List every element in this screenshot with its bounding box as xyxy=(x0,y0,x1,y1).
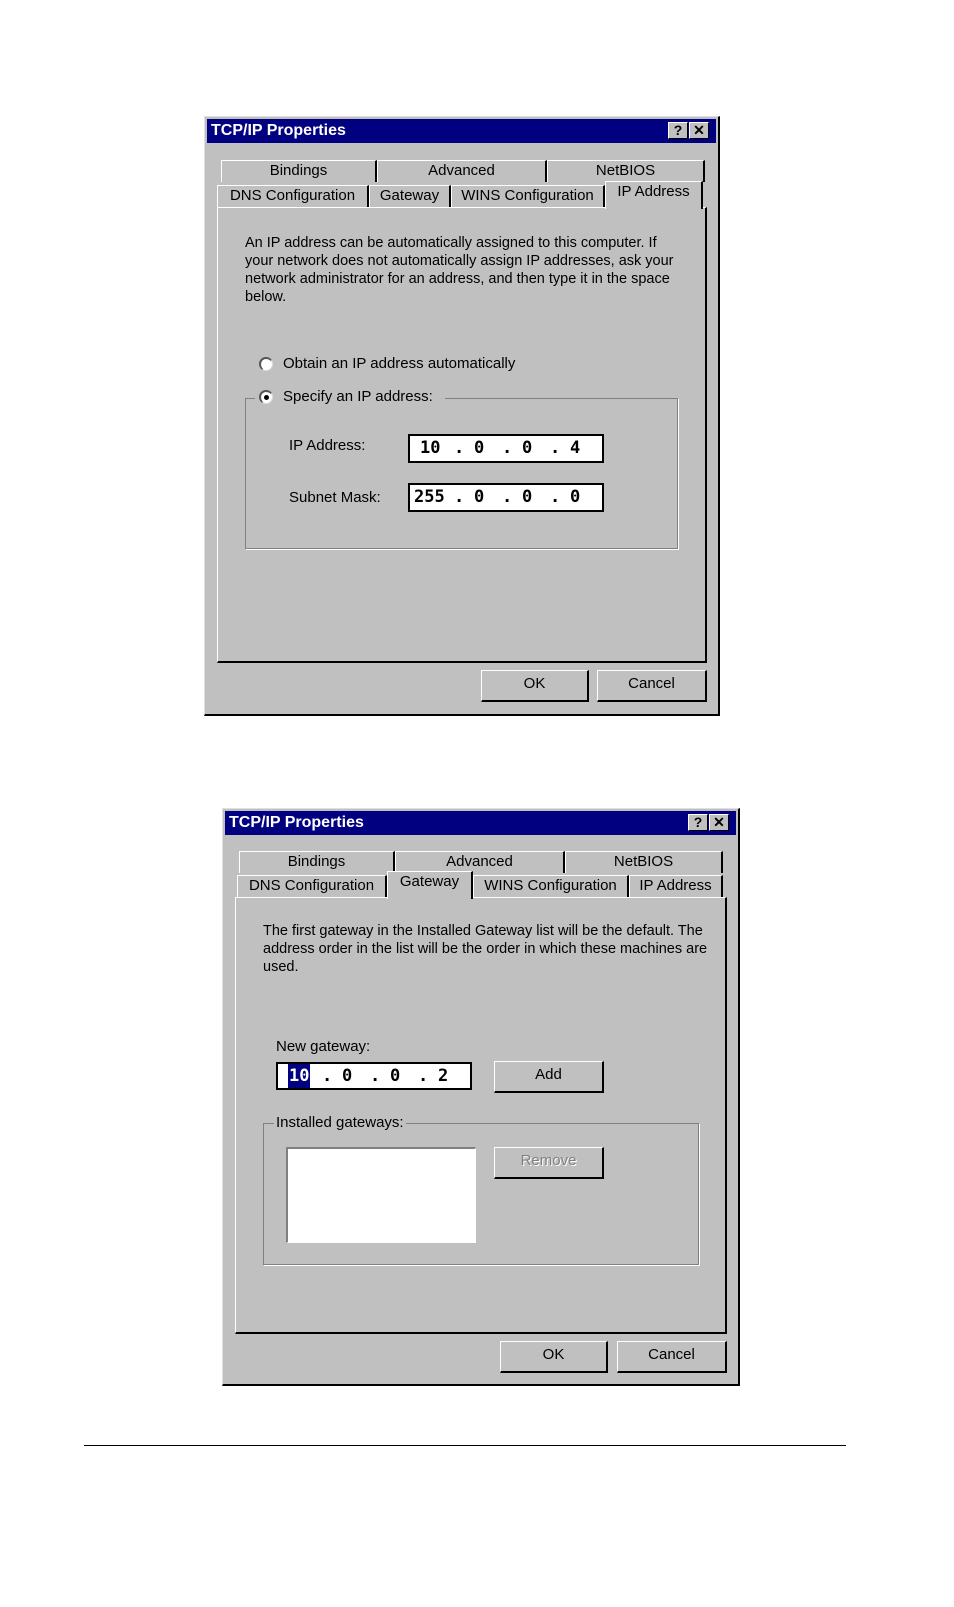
page-footer-rule xyxy=(84,1445,846,1446)
cancel-button[interactable]: Cancel xyxy=(597,670,707,702)
tab-gateway[interactable]: Gateway xyxy=(369,185,451,207)
ip-octet-3: 0 xyxy=(522,438,533,458)
cancel-button[interactable]: Cancel xyxy=(617,1341,727,1373)
gateway-octet-1: 10 xyxy=(289,1066,310,1086)
remove-button[interactable]: Remove xyxy=(494,1147,604,1179)
ip-octet-4: 4 xyxy=(570,438,581,458)
titlebar[interactable] xyxy=(225,811,736,835)
tab-wins-configuration[interactable]: WINS Configuration xyxy=(473,875,629,897)
tab-netbios[interactable]: NetBIOS xyxy=(547,160,705,182)
tab-gateway[interactable]: Gateway xyxy=(387,871,473,899)
gateway-octet-4: 2 xyxy=(438,1066,449,1086)
close-icon[interactable]: ✕ xyxy=(709,814,729,831)
radio-specify-ip-label[interactable]: Specify an IP address: xyxy=(283,388,433,405)
ip-address-label: IP Address: xyxy=(289,437,366,454)
ok-button[interactable]: OK xyxy=(500,1341,608,1373)
radio-obtain-automatically[interactable] xyxy=(259,357,273,371)
help-button[interactable]: ? xyxy=(688,814,708,831)
tab-advanced[interactable]: Advanced xyxy=(377,160,547,182)
tab-bindings[interactable]: Bindings xyxy=(221,160,377,182)
mask-octet-2: 0 xyxy=(474,487,485,507)
tcpip-dialog-gateway xyxy=(222,808,740,1386)
ip-octet-2: 0 xyxy=(474,438,485,458)
tab-wins-configuration[interactable]: WINS Configuration xyxy=(451,185,605,207)
radio-specify-ip[interactable] xyxy=(259,390,273,404)
installed-gateways-list[interactable] xyxy=(286,1147,476,1243)
new-gateway-label: New gateway: xyxy=(276,1038,371,1055)
specify-ip-group xyxy=(245,398,678,549)
gateway-octet-3: 0 xyxy=(390,1066,401,1086)
add-button[interactable]: Add xyxy=(494,1061,604,1093)
description-text: The first gateway in the Installed Gateway list will be the default. The address order in the list will be the order in which these machines are used. xyxy=(263,923,708,975)
tab-bindings[interactable]: Bindings xyxy=(239,851,395,873)
tab-dns-configuration[interactable]: DNS Configuration xyxy=(217,185,369,207)
tab-ip-address[interactable]: IP Address xyxy=(629,875,723,897)
subnet-mask-label: Subnet Mask: xyxy=(289,489,381,506)
titlebar[interactable] xyxy=(207,119,716,143)
radio-obtain-automatically-label[interactable]: Obtain an IP address automatically xyxy=(283,355,516,372)
help-button[interactable]: ? xyxy=(668,122,688,139)
ip-address-field[interactable]: 10 . 0 . 0 . 4 xyxy=(408,434,604,463)
tab-advanced[interactable]: Advanced xyxy=(395,851,565,873)
description-text: An IP address can be automatically assigned to this computer. If your network does not automatically assign IP addresses, ask your network administrator for an address, and then type it in the space below. xyxy=(245,235,674,305)
new-gateway-field[interactable]: 10 . 0 . 0 . 2 xyxy=(276,1062,472,1090)
mask-octet-3: 0 xyxy=(522,487,533,507)
subnet-mask-field[interactable]: 255 . 0 . 0 . 0 xyxy=(408,483,604,512)
ip-octet-1: 10 xyxy=(420,438,441,458)
dialog-title: TCP/IP Properties xyxy=(211,122,346,139)
tcpip-dialog-ip-address xyxy=(204,116,720,716)
mask-octet-1: 255 xyxy=(414,487,445,507)
ok-button[interactable]: OK xyxy=(481,670,589,702)
installed-gateways-legend: Installed gateways: xyxy=(276,1114,404,1131)
tab-netbios[interactable]: NetBIOS xyxy=(565,851,723,873)
gateway-octet-2: 0 xyxy=(342,1066,353,1086)
dialog-title: TCP/IP Properties xyxy=(229,814,364,831)
tab-dns-configuration[interactable]: DNS Configuration xyxy=(237,875,387,897)
close-icon[interactable]: ✕ xyxy=(689,122,709,139)
radio-selected-dot xyxy=(264,395,269,400)
mask-octet-4: 0 xyxy=(570,487,581,507)
tab-ip-address[interactable]: IP Address xyxy=(605,181,703,209)
